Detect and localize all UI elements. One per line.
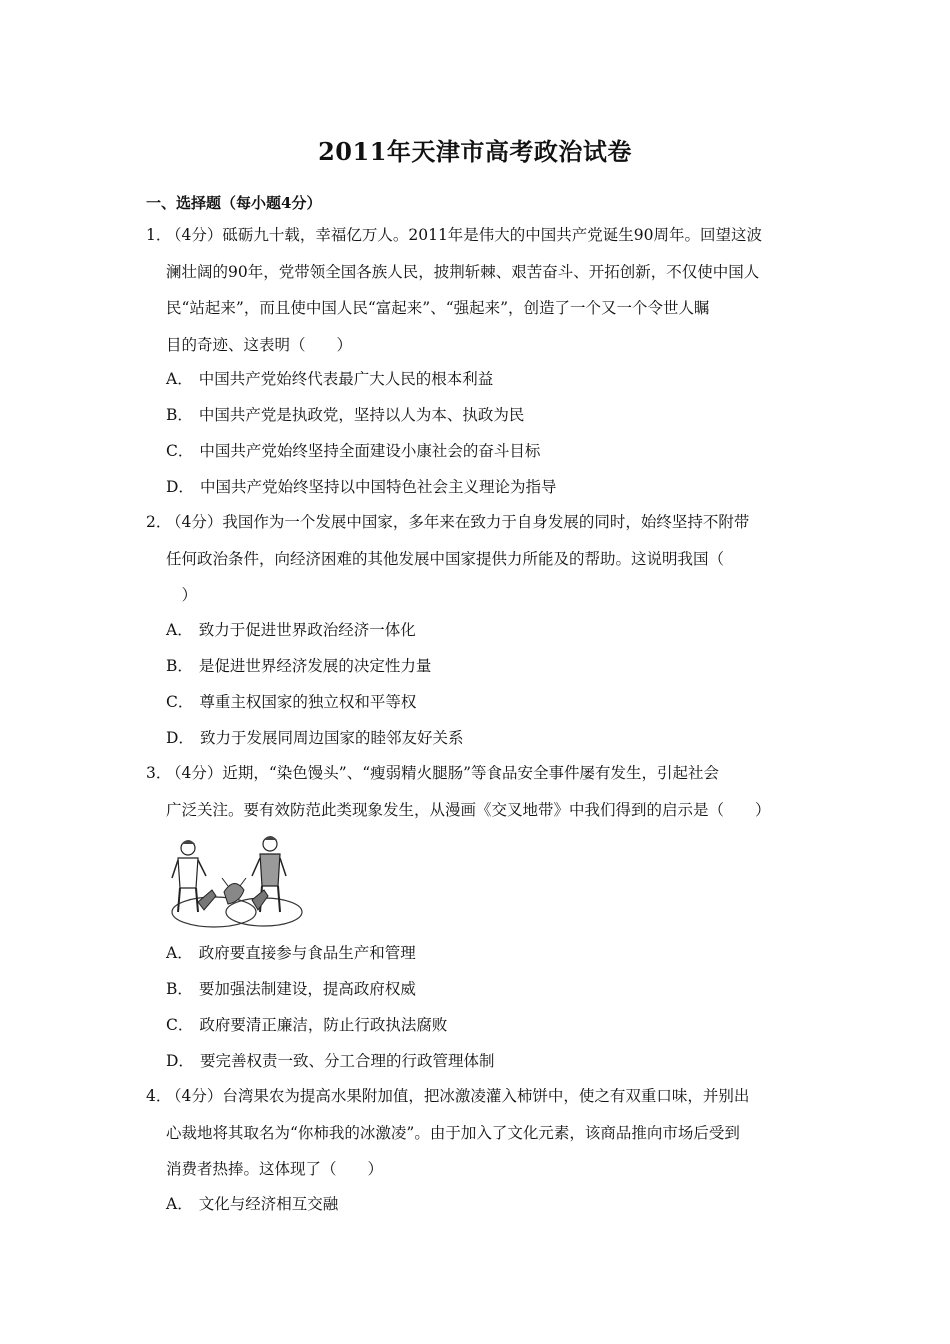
option-text: 致力于促进世界政治经济一体化 xyxy=(198,621,416,639)
question-text-line: （4分）我国作为一个发展中国家，多年来在致力于自身发展的同时，始终坚持不附带 xyxy=(166,513,750,531)
option-a xyxy=(166,620,416,640)
option-key: D． xyxy=(166,1052,194,1070)
question-text-line: 消费者热捧。这体现了（ ） xyxy=(166,1160,384,1178)
option-text: 政府要清正廉洁，防止行政执法腐败 xyxy=(199,1016,448,1034)
option-a xyxy=(166,1194,338,1214)
option-key: B． xyxy=(166,657,193,675)
option-text: 致力于发展同周边国家的睦邻友好关系 xyxy=(199,729,464,747)
option-key: C． xyxy=(166,1016,194,1034)
option-key: D． xyxy=(166,478,194,496)
option-text: 中国共产党始终代表最广大人民的根本利益 xyxy=(198,370,494,388)
option-c xyxy=(166,441,540,461)
question-number: 3． xyxy=(146,764,172,782)
question-text-line: ） xyxy=(166,586,198,604)
option-text: 尊重主权国家的独立权和平等权 xyxy=(199,693,417,711)
option-d xyxy=(166,477,556,497)
option-c xyxy=(166,1015,447,1035)
question-text-line: 目的奇迹、这表明（ ） xyxy=(166,336,353,354)
page-title: 2011年天津市高考政治试卷 xyxy=(318,137,632,166)
option-d xyxy=(166,1051,494,1071)
question-text-line: 心裁地将其取名为“你柿我的冰激凌”。由于加入了文化元素，该商品推向市场后受到 xyxy=(166,1124,740,1142)
option-key: C． xyxy=(166,442,194,460)
option-b xyxy=(166,656,431,676)
option-text: 中国共产党是执政党，坚持以人为本、执政为民 xyxy=(198,406,525,424)
cartoon-illustration xyxy=(166,830,304,930)
question-text-line: 广泛关注。要有效防范此类现象发生，从漫画《交叉地带》中我们得到的启示是（ ） xyxy=(166,801,771,819)
question-number: 1． xyxy=(146,226,172,244)
question-number: 4． xyxy=(146,1087,172,1105)
option-text: 要加强法制建设，提高政府权威 xyxy=(198,980,416,998)
question-text-line: （4分）砥砺九十载，幸福亿万人。2011年是伟大的中国共产党诞生90周年。回望这波 xyxy=(166,226,763,244)
option-a xyxy=(166,943,416,963)
option-text: 文化与经济相互交融 xyxy=(198,1195,339,1213)
question-text-line: （4分）台湾果农为提高水果附加值，把冰激凌灌入柿饼中，使之有双重口味，并别出 xyxy=(166,1087,750,1105)
option-key: A． xyxy=(166,1195,193,1213)
option-key: A． xyxy=(166,370,193,388)
question-text-line: 民“站起来”，而且使中国人民“富起来”、“强起来”，创造了一个又一个令世人瞩 xyxy=(166,299,710,317)
option-key: B． xyxy=(166,980,193,998)
option-key: A． xyxy=(166,621,193,639)
section-heading: 一、选择题（每小题4分） xyxy=(146,194,322,212)
option-c xyxy=(166,692,416,712)
option-text: 中国共产党始终坚持全面建设小康社会的奋斗目标 xyxy=(199,442,541,460)
option-text: 中国共产党始终坚持以中国特色社会主义理论为指导 xyxy=(199,478,557,496)
option-key: C． xyxy=(166,693,194,711)
question-text-line: 任何政治条件，向经济困难的其他发展中国家提供力所能及的帮助。这说明我国（ xyxy=(166,550,725,568)
option-b xyxy=(166,405,524,425)
question-text-line: 澜壮阔的90年，党带领全国各族人民，披荆斩棘、艰苦奋斗、开拓创新，不仅使中国人 xyxy=(166,263,760,281)
option-b xyxy=(166,979,416,999)
option-a xyxy=(166,369,493,389)
option-d xyxy=(166,728,463,748)
option-text: 要完善权责一致、分工合理的行政管理体制 xyxy=(199,1052,495,1070)
option-key: D． xyxy=(166,729,194,747)
option-key: B． xyxy=(166,406,193,424)
question-number: 2． xyxy=(146,513,172,531)
option-text: 是促进世界经济发展的决定性力量 xyxy=(198,657,432,675)
option-key: A． xyxy=(166,944,193,962)
option-text: 政府要直接参与食品生产和管理 xyxy=(198,944,416,962)
question-text-line: （4分）近期，“染色馒头”、“瘦弱精火腿肠”等食品安全事件屡有发生，引起社会 xyxy=(166,764,720,782)
